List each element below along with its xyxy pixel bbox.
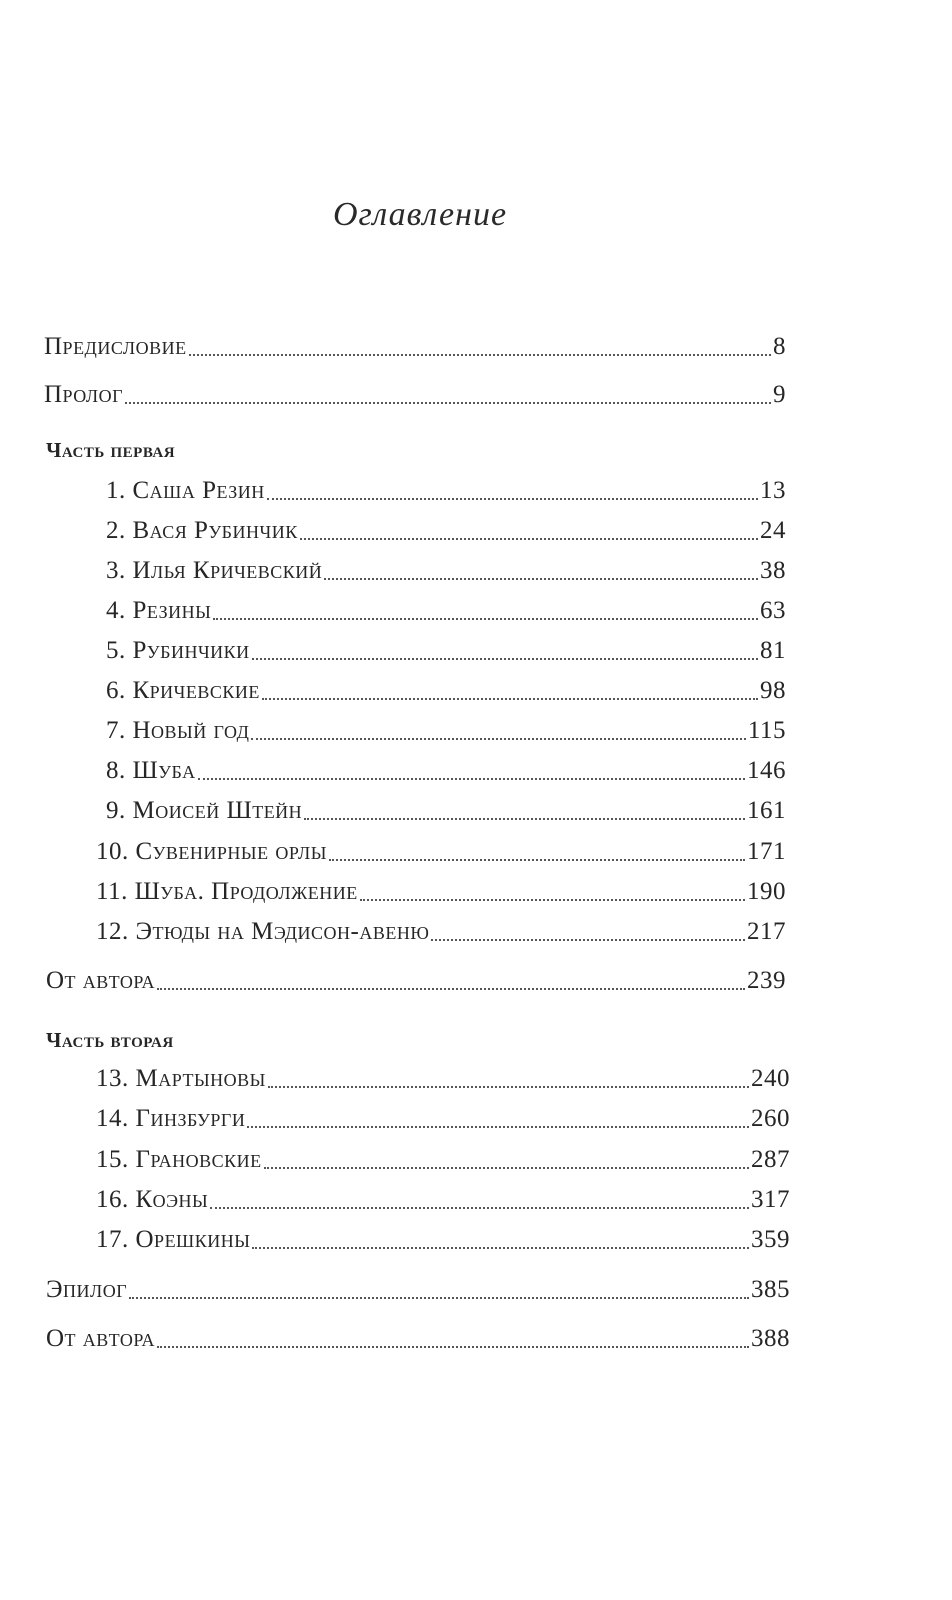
toc-entry-chapter[interactable] (106, 596, 786, 626)
entry-page: 24 (760, 517, 786, 544)
dot-leader (304, 818, 745, 820)
entry-label: Гинзбурги (135, 1105, 246, 1132)
entry-page: 217 (747, 918, 786, 945)
dot-leader (264, 1167, 749, 1169)
toc-entry-chapter[interactable] (96, 1145, 790, 1175)
entry-page: 287 (751, 1146, 790, 1173)
dot-leader (431, 939, 745, 941)
entry-label: Этюды на Мэдисон-авеню (135, 918, 430, 945)
entry-page: 190 (747, 878, 786, 905)
dot-leader (252, 658, 758, 660)
entry-page: 359 (751, 1226, 790, 1253)
toc-entry-chapter[interactable] (106, 476, 786, 506)
toc-entry-chapter[interactable] (96, 1225, 790, 1255)
entry-number: 4. (106, 597, 126, 624)
entry-page: 8 (773, 333, 786, 360)
entry-label: Саша Резин (132, 477, 265, 504)
entry-page: 385 (751, 1276, 790, 1303)
entry-label: Кричевские (132, 677, 260, 704)
dot-leader (210, 1207, 749, 1209)
toc-entry-prologue[interactable] (44, 380, 786, 410)
toc-title: Оглавление (332, 196, 508, 233)
entry-page: 98 (760, 677, 786, 704)
toc-entry-chapter[interactable] (106, 676, 786, 706)
toc-entry-preface[interactable] (44, 332, 786, 362)
entry-page: 81 (760, 637, 786, 664)
entry-label: Резины (132, 597, 212, 624)
toc-entry-chapter[interactable] (106, 516, 786, 546)
entry-label: Рубинчики (132, 637, 250, 664)
entry-label: Шуба (132, 757, 196, 784)
entry-number: 10. (96, 838, 129, 865)
dot-leader (329, 859, 745, 861)
entry-number: 2. (106, 517, 126, 544)
part-one-heading: Часть первая (46, 438, 176, 462)
toc-entry-chapter[interactable] (106, 756, 786, 786)
toc-entry-author-note[interactable] (46, 1324, 790, 1354)
entry-label: Эпилог (46, 1276, 128, 1303)
entry-number: 7. (106, 717, 126, 744)
entry-number: 11. (96, 878, 128, 905)
entry-number: 1. (106, 477, 126, 504)
entry-number: 8. (106, 757, 126, 784)
dot-leader (247, 1126, 749, 1128)
entry-label: Мартыновы (135, 1065, 266, 1092)
toc-entry-chapter[interactable] (96, 917, 786, 947)
entry-label: От автора (46, 1325, 156, 1352)
entry-number: 12. (96, 918, 129, 945)
entry-label: Моисей Штейн (132, 797, 303, 824)
part-two-heading: Часть вторая (46, 1028, 174, 1052)
entry-number: 5. (106, 637, 126, 664)
entry-number: 3. (106, 557, 126, 584)
dot-leader (267, 498, 758, 500)
toc-entry-chapter[interactable] (96, 837, 786, 867)
entry-page: 115 (747, 717, 786, 744)
entry-number: 13. (96, 1065, 129, 1092)
entry-label: Илья Кричевский (132, 557, 323, 584)
dot-leader (360, 899, 745, 901)
dot-leader (251, 738, 746, 740)
entry-page: 38 (760, 557, 786, 584)
entry-label: Вася Рубинчик (132, 517, 298, 544)
entry-page: 161 (747, 797, 786, 824)
entry-label: Коэны (135, 1186, 209, 1213)
dot-leader (300, 538, 758, 540)
dot-leader (125, 402, 771, 404)
toc-entry-chapter[interactable] (106, 716, 786, 746)
entry-label: Орешкины (135, 1226, 251, 1253)
toc-entry-chapter[interactable] (96, 1064, 790, 1094)
toc-entry-chapter[interactable] (96, 1185, 790, 1215)
entry-number: 16. (96, 1186, 129, 1213)
entry-page: 9 (773, 381, 786, 408)
entry-number: 17. (96, 1226, 129, 1253)
entry-label: Пролог (44, 381, 124, 408)
toc-entry-chapter[interactable] (106, 636, 786, 666)
dot-leader (262, 698, 758, 700)
dot-leader (324, 578, 758, 580)
dot-leader (157, 1346, 749, 1348)
entry-label: Шуба. Продолжение (134, 878, 358, 905)
entry-label: Грановские (135, 1146, 262, 1173)
dot-leader (198, 778, 745, 780)
dot-leader (252, 1247, 749, 1249)
entry-label: Новый год (132, 717, 250, 744)
entry-number: 15. (96, 1146, 129, 1173)
dot-leader (268, 1086, 749, 1088)
dot-leader (213, 618, 758, 620)
entry-page: 63 (760, 597, 786, 624)
entry-page: 240 (751, 1065, 790, 1092)
entry-page: 388 (751, 1325, 790, 1352)
toc-entry-chapter[interactable] (106, 796, 786, 826)
entry-number: 6. (106, 677, 126, 704)
entry-label: Сувенирные орлы (135, 838, 327, 865)
entry-page: 317 (751, 1186, 790, 1213)
entry-label: Предисловие (44, 333, 187, 360)
entry-page: 146 (747, 757, 786, 784)
toc-entry-afterword[interactable] (46, 966, 786, 996)
entry-page: 239 (747, 967, 786, 994)
toc-entry-chapter[interactable] (96, 1104, 790, 1134)
dot-leader (157, 988, 745, 990)
entry-number: 9. (106, 797, 126, 824)
toc-entry-epilogue[interactable] (46, 1275, 790, 1305)
entry-label: От автора (46, 967, 156, 994)
entry-page: 260 (751, 1105, 790, 1132)
entry-page: 171 (747, 838, 786, 865)
entry-number: 14. (96, 1105, 129, 1132)
toc-entry-chapter[interactable] (106, 556, 786, 586)
toc-entry-chapter[interactable] (96, 877, 786, 907)
dot-leader (189, 354, 771, 356)
entry-page: 13 (760, 477, 786, 504)
dot-leader (129, 1297, 749, 1299)
